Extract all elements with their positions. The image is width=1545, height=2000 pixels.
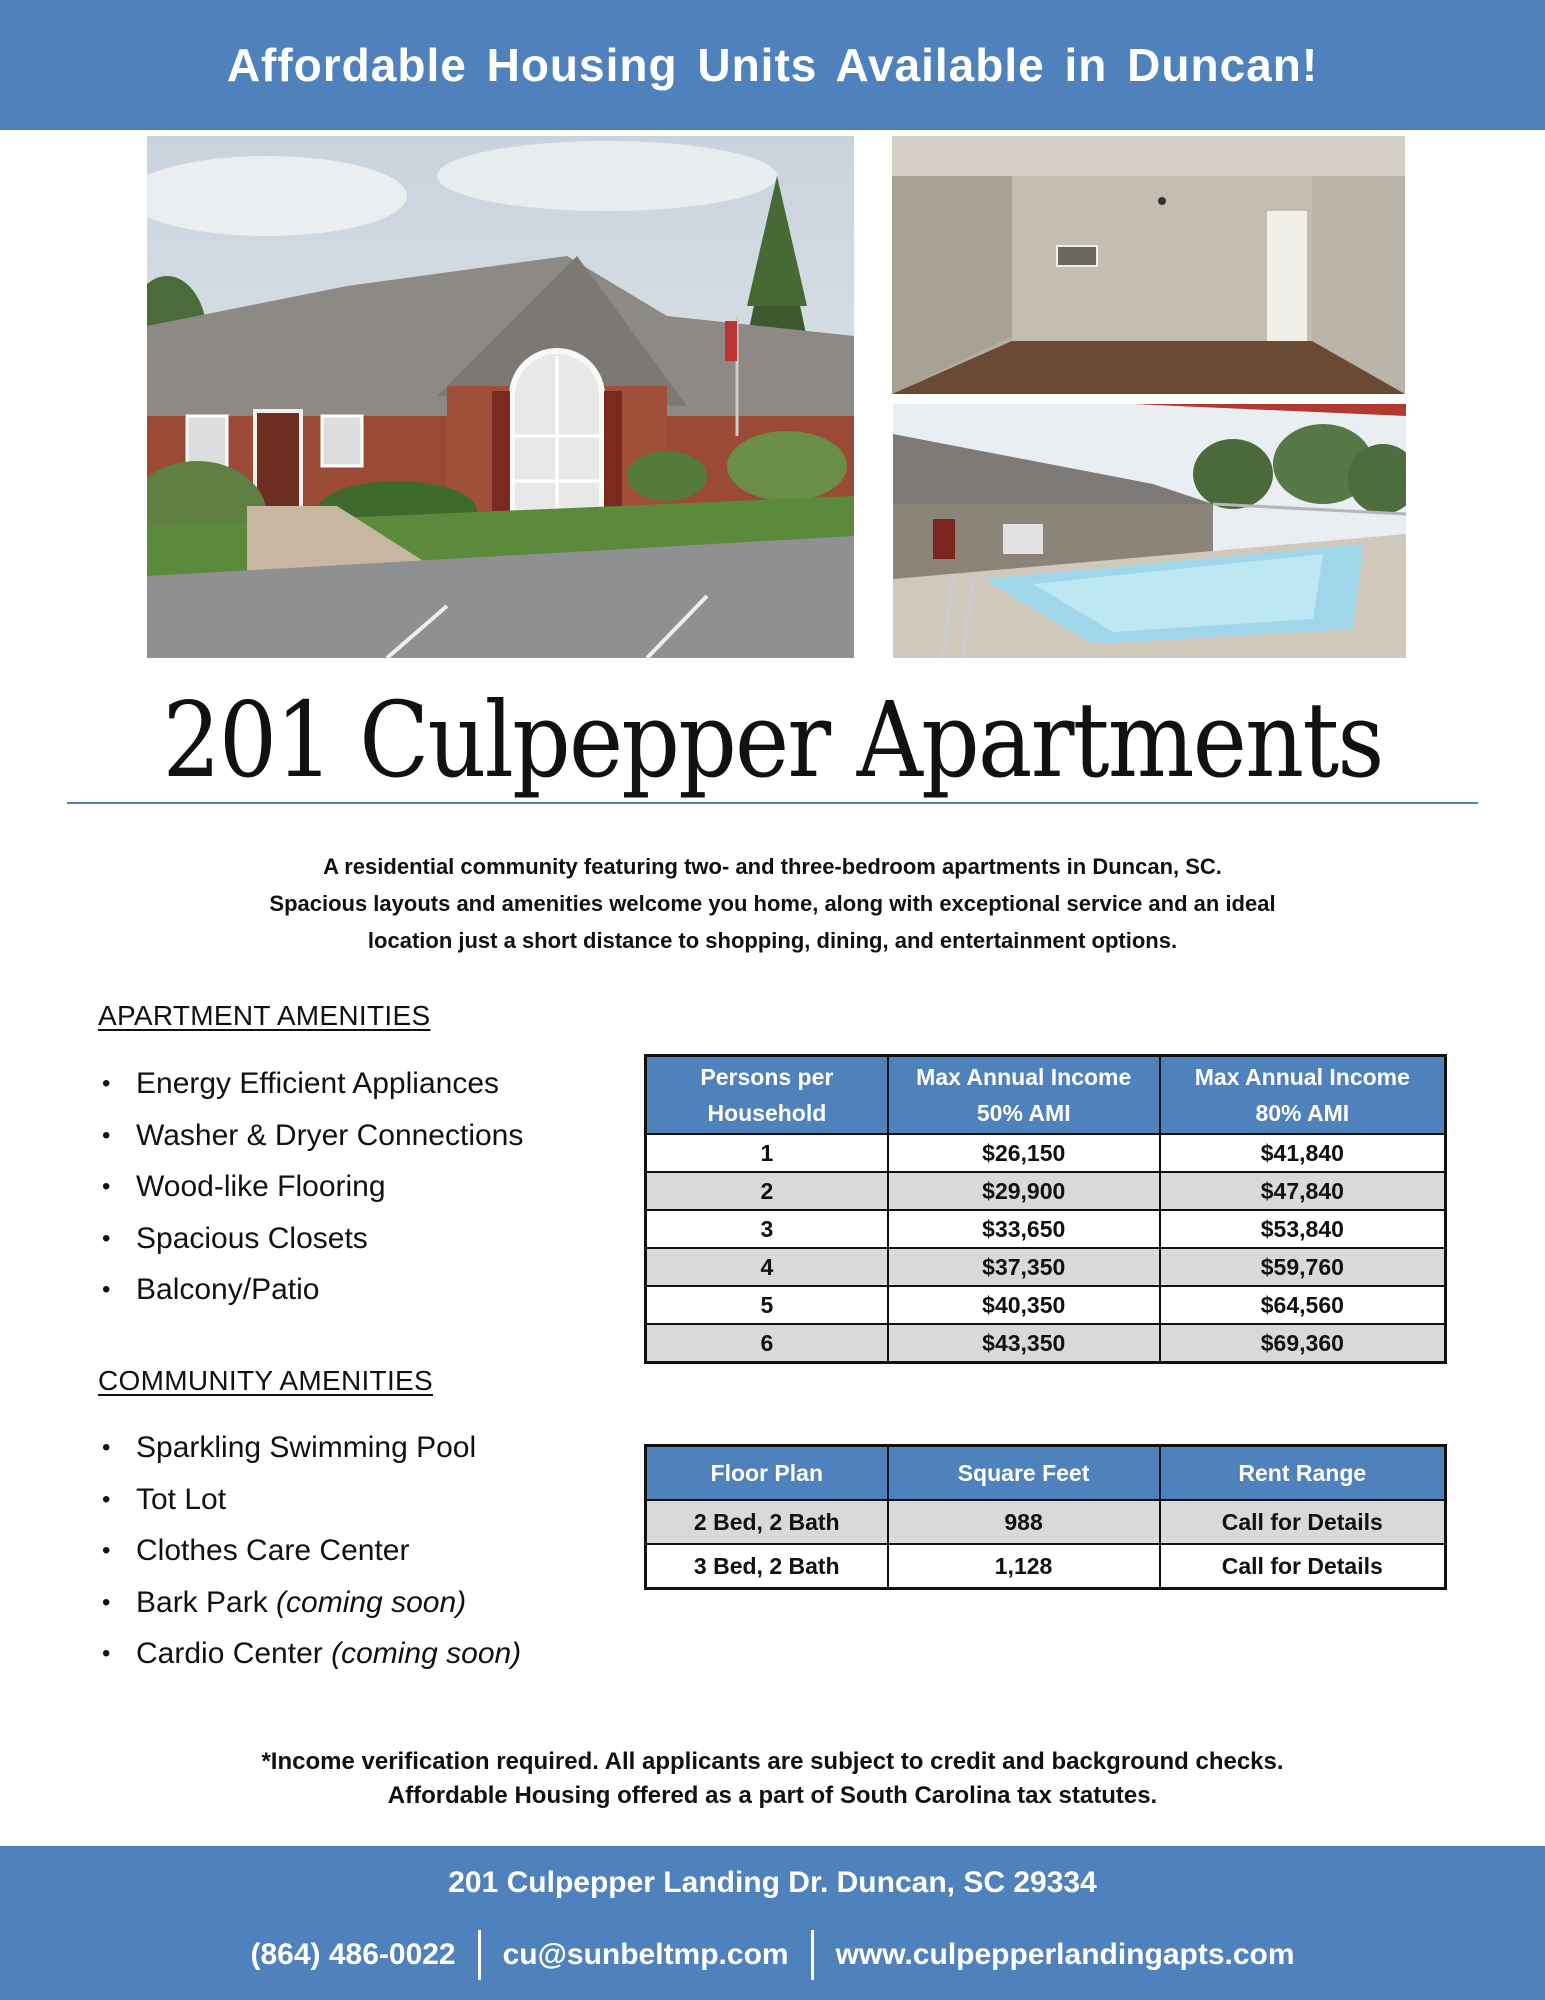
table-header-row: [646, 1446, 1446, 1501]
footnote-line: *Income verification required. All applicants are subject to credit and background checks.: [261, 1748, 1284, 1775]
table-cell: $41,840: [1160, 1134, 1446, 1172]
exterior-photo-illustration: [147, 136, 854, 658]
list-item: • Wood-like Flooring: [98, 1161, 523, 1213]
divider: [478, 1930, 481, 1980]
header-line: 50% AMI: [976, 1100, 1071, 1126]
table-cell: Call for Details: [1160, 1500, 1446, 1544]
header-line: Household: [707, 1100, 827, 1126]
intro-line: location just a short distance to shopping, dining, and entertainment options.: [367, 928, 1178, 953]
table-header-row: [646, 1056, 1446, 1135]
table-cell: $43,350: [888, 1324, 1160, 1363]
community-amenities-heading: COMMUNITY AMENITIES: [98, 1365, 433, 1396]
income-limits-table: [644, 1054, 1447, 1364]
table-cell: $40,350: [888, 1286, 1160, 1324]
table-cell: $33,650: [888, 1210, 1160, 1248]
column-header-floor-plan: Floor Plan: [646, 1446, 888, 1501]
footer-banner: [0, 1846, 1545, 2000]
table-cell: 5: [646, 1286, 888, 1324]
column-header-income-80: [1160, 1056, 1446, 1135]
list-item: • Spacious Closets: [98, 1213, 523, 1265]
column-header-persons: [646, 1056, 888, 1135]
table-cell: 6: [646, 1324, 888, 1363]
table-row: [646, 1210, 1446, 1248]
coming-soon-note: (coming soon): [331, 1637, 522, 1670]
column-header-income-50: [888, 1056, 1160, 1135]
column-header-rent-range: Rent Range: [1160, 1446, 1446, 1501]
floor-plan-table: [644, 1444, 1447, 1590]
footnote: [0, 1745, 1545, 1813]
contact-row: [0, 1930, 1545, 1980]
coming-soon-note: (coming soon): [276, 1585, 467, 1619]
table-cell: Call for Details: [1160, 1544, 1446, 1589]
list-item: [98, 1422, 521, 1474]
phone-number[interactable]: (864) 486-0022: [250, 1938, 456, 1971]
intro-paragraph: [140, 848, 1405, 959]
list-item-label: Clothes Care Center: [136, 1534, 410, 1567]
title-divider: [67, 802, 1478, 804]
interior-photo-illustration: [892, 136, 1405, 394]
top-banner: [0, 0, 1545, 130]
list-item-label: Tot Lot: [136, 1482, 227, 1516]
intro-line: Spacious layouts and amenities welcome you home, along with exceptional service and an ideal: [269, 891, 1276, 916]
list-item: [98, 1474, 521, 1526]
table-cell: 4: [646, 1248, 888, 1286]
email-link[interactable]: cu@sunbeltmp.com: [502, 1938, 789, 1971]
table-cell: 988: [888, 1500, 1160, 1544]
table-cell: 3 Bed, 2 Bath: [646, 1544, 888, 1589]
footnote-line: Affordable Housing offered as a part of South Carolina tax statutes.: [387, 1782, 1158, 1809]
table-row: [646, 1500, 1446, 1544]
list-item: • Energy Efficient Appliances: [98, 1058, 523, 1110]
table-cell: $53,840: [1160, 1210, 1446, 1248]
list-item: • Washer & Dryer Connections: [98, 1110, 523, 1162]
pool-photo: [893, 404, 1406, 658]
exterior-photo: [147, 136, 854, 658]
header-line: Persons per: [700, 1064, 834, 1090]
table-cell: $26,150: [888, 1134, 1160, 1172]
table-cell: $37,350: [888, 1248, 1160, 1286]
interior-photo: [892, 136, 1405, 394]
header-line: Max Annual Income: [1194, 1064, 1410, 1090]
header-line: Max Annual Income: [916, 1064, 1132, 1090]
table-cell: $29,900: [888, 1172, 1160, 1210]
apartment-amenities-heading: APARTMENT AMENITIES: [98, 1000, 431, 1031]
banner-title: Affordable Housing Units Available in Duncan!: [226, 39, 1319, 91]
table-cell: $69,360: [1160, 1324, 1446, 1363]
list-item: • Balcony/Patio: [98, 1264, 523, 1316]
list-item: [98, 1525, 521, 1577]
table-cell: $47,840: [1160, 1172, 1446, 1210]
table-cell: $59,760: [1160, 1248, 1446, 1286]
table-row: [646, 1134, 1446, 1172]
table-row: [646, 1286, 1446, 1324]
intro-line: A residential community featuring two- and three-bedroom apartments in Duncan, SC.: [323, 854, 1222, 879]
address: 201 Culpepper Landing Dr. Duncan, SC 29334: [448, 1866, 1097, 1899]
list-item-label: Cardio Center: [136, 1637, 332, 1670]
column-header-square-feet: Square Feet: [888, 1446, 1160, 1501]
list-item: [98, 1628, 521, 1680]
table-cell: 1,128: [888, 1544, 1160, 1589]
website-link[interactable]: www.culpepperlandingapts.com: [835, 1938, 1295, 1971]
list-item: [98, 1577, 521, 1629]
table-cell: 1: [646, 1134, 888, 1172]
table-cell: 2 Bed, 2 Bath: [646, 1500, 888, 1544]
divider: [811, 1930, 814, 1980]
community-amenities-list: [98, 1422, 521, 1680]
table-row: [646, 1324, 1446, 1363]
table-cell: 2: [646, 1172, 888, 1210]
pool-photo-illustration: [893, 404, 1406, 658]
list-item-label: Sparkling Swimming Pool: [136, 1431, 477, 1464]
header-line: 80% AMI: [1255, 1100, 1350, 1126]
table-cell: 3: [646, 1210, 888, 1248]
table-row: [646, 1544, 1446, 1589]
page-title: 201 Culpepper Apartments: [162, 679, 1383, 801]
apartment-amenities-list: [98, 1058, 523, 1316]
table-row: [646, 1248, 1446, 1286]
table-cell: $64,560: [1160, 1286, 1446, 1324]
list-item-label: Bark Park: [136, 1585, 277, 1619]
table-row: [646, 1172, 1446, 1210]
